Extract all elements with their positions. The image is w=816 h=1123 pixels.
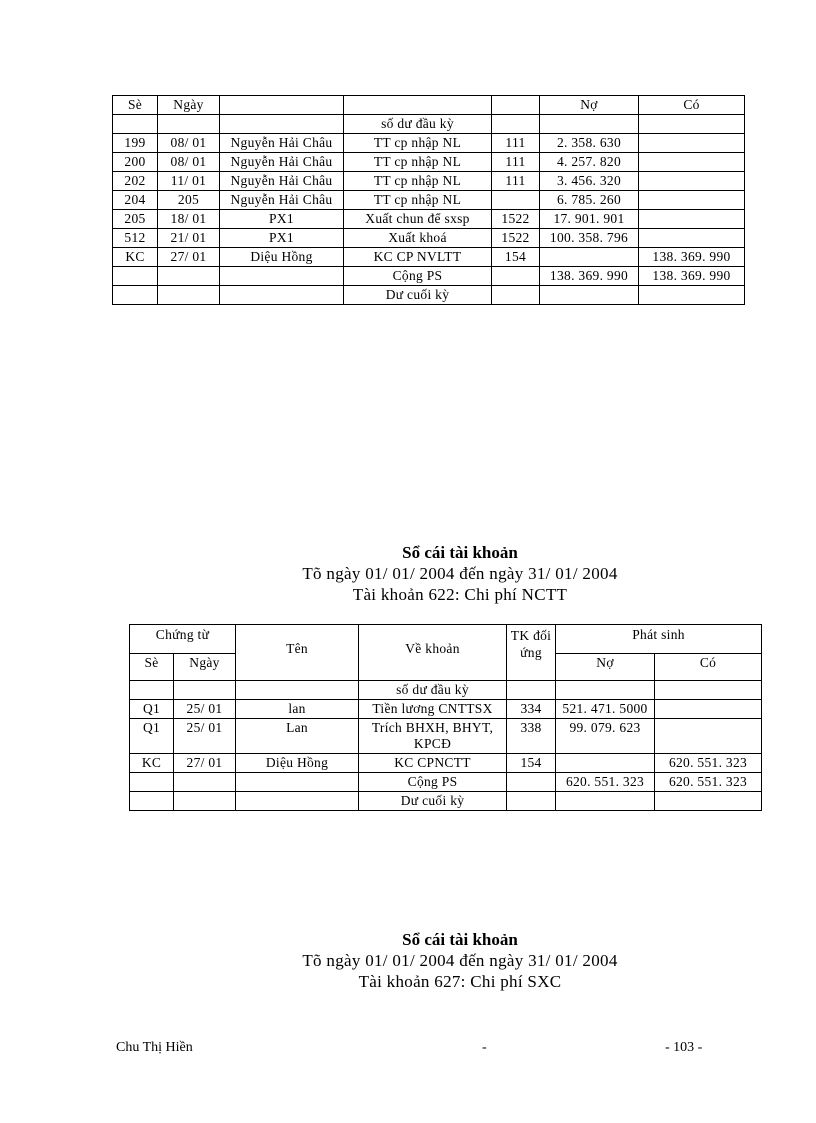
- table-cell: 154: [492, 248, 540, 267]
- section-title: Sổ cái tài khoản: [402, 930, 518, 949]
- table-cell: Trích BHXH, BHYT, KPCĐ: [359, 719, 507, 754]
- header-so: Sè: [130, 654, 174, 681]
- table-row: [113, 248, 745, 267]
- table-cell: 512: [113, 229, 158, 248]
- table-cell: [220, 267, 344, 286]
- table-cell: [113, 267, 158, 286]
- table-row: [130, 700, 762, 719]
- table-row: [113, 229, 745, 248]
- table-cell: 25/ 01: [174, 719, 236, 754]
- table-cell: [220, 115, 344, 134]
- table-cell: số dư đầu kỳ: [359, 681, 507, 700]
- table-cell: 205: [113, 210, 158, 229]
- table-cell: Lan: [236, 719, 359, 754]
- table-cell: [540, 286, 639, 305]
- table-cell: 1522: [492, 210, 540, 229]
- table-header-row: [113, 96, 745, 115]
- page-number: - 103 -: [665, 1040, 703, 1055]
- table-cell: [158, 115, 220, 134]
- table-cell: 111: [492, 172, 540, 191]
- table-row: [130, 773, 762, 792]
- header-cell: Sè: [113, 96, 158, 115]
- table-cell: [236, 773, 359, 792]
- table-cell: Diệu Hồng: [236, 754, 359, 773]
- table-cell: 620. 551. 323: [655, 754, 762, 773]
- table-cell: Dư cuối kỳ: [359, 792, 507, 811]
- table-cell: [113, 115, 158, 134]
- table-cell: [236, 681, 359, 700]
- table-cell: 138. 369. 990: [639, 248, 745, 267]
- table-cell: [639, 229, 745, 248]
- table-cell: [655, 700, 762, 719]
- table-cell: [540, 248, 639, 267]
- table-row: [113, 172, 745, 191]
- table-cell: 521. 471. 5000: [556, 700, 655, 719]
- header-cell: Nợ: [540, 96, 639, 115]
- table-cell: [655, 719, 762, 754]
- table-cell: Nguyễn Hải Châu: [220, 172, 344, 191]
- table-cell: 138. 369. 990: [540, 267, 639, 286]
- table-cell: [492, 115, 540, 134]
- table-cell: [113, 286, 158, 305]
- header-cell: Có: [639, 96, 745, 115]
- table-cell: 11/ 01: [158, 172, 220, 191]
- table-cell: 6. 785. 260: [540, 191, 639, 210]
- table-row: [113, 286, 745, 305]
- table-cell: [639, 286, 745, 305]
- table-cell: [639, 134, 745, 153]
- header-tk-doi-ung: TK đối ứng: [507, 625, 556, 681]
- header-cell: Ngày: [158, 96, 220, 115]
- table-cell: [639, 115, 745, 134]
- table-header-row: [130, 625, 762, 654]
- table-cell: PX1: [220, 229, 344, 248]
- table-cell: 2. 358. 630: [540, 134, 639, 153]
- ledger-table-621: [112, 95, 745, 305]
- table-cell: KC: [130, 754, 174, 773]
- section-title-block: [200, 542, 720, 605]
- table-cell: 3. 456. 320: [540, 172, 639, 191]
- section-title: Sổ cái tài khoản: [402, 543, 518, 562]
- table-row: [130, 681, 762, 700]
- table-cell: [639, 210, 745, 229]
- table-cell: 138. 369. 990: [639, 267, 745, 286]
- table-cell: [556, 754, 655, 773]
- table-cell: Dư cuối kỳ: [344, 286, 492, 305]
- table-cell: 100. 358. 796: [540, 229, 639, 248]
- header-ngay: Ngày: [174, 654, 236, 681]
- table-cell: lan: [236, 700, 359, 719]
- table-cell: 154: [507, 754, 556, 773]
- header-ten: Tên: [236, 625, 359, 681]
- table-cell: 99. 079. 623: [556, 719, 655, 754]
- table-row: [130, 792, 762, 811]
- table-cell: [507, 792, 556, 811]
- table-cell: [556, 792, 655, 811]
- table-cell: 111: [492, 153, 540, 172]
- table-cell: 27/ 01: [174, 754, 236, 773]
- table-cell: Nguyễn Hải Châu: [220, 153, 344, 172]
- header-cell: [344, 96, 492, 115]
- header-chung-tu: Chứng từ: [130, 625, 236, 654]
- table-cell: TT cp nhập NL: [344, 191, 492, 210]
- table-cell: [158, 267, 220, 286]
- table-cell: 200: [113, 153, 158, 172]
- table-row: [113, 153, 745, 172]
- table-cell: Cộng PS: [344, 267, 492, 286]
- table-cell: 620. 551. 323: [655, 773, 762, 792]
- table-cell: [655, 681, 762, 700]
- footer-author: Chu Thị Hiền: [116, 1040, 193, 1055]
- table-cell: TT cp nhập NL: [344, 134, 492, 153]
- table-cell: [655, 792, 762, 811]
- table-cell: 4. 257. 820: [540, 153, 639, 172]
- table-cell: số dư đầu kỳ: [344, 115, 492, 134]
- header-cell: [492, 96, 540, 115]
- table-cell: 21/ 01: [158, 229, 220, 248]
- table-cell: [174, 681, 236, 700]
- table-cell: [130, 792, 174, 811]
- table-cell: [492, 267, 540, 286]
- table-cell: Cộng PS: [359, 773, 507, 792]
- table-row: [113, 210, 745, 229]
- table-cell: [639, 191, 745, 210]
- section-account: Tài khoản 622: Chi phí NCTT: [352, 585, 568, 604]
- table-cell: 25/ 01: [174, 700, 236, 719]
- section-title-block: [200, 929, 720, 992]
- table-cell: [639, 153, 745, 172]
- table-row: [113, 134, 745, 153]
- header-co: Có: [655, 654, 762, 681]
- table-cell: [236, 792, 359, 811]
- table-cell: Q1: [130, 719, 174, 754]
- table-cell: 620. 551. 323: [556, 773, 655, 792]
- table-cell: 204: [113, 191, 158, 210]
- table-cell: 205: [158, 191, 220, 210]
- table-cell: 27/ 01: [158, 248, 220, 267]
- table-cell: [492, 191, 540, 210]
- header-no: Nợ: [556, 654, 655, 681]
- table-cell: [130, 773, 174, 792]
- table-cell: Nguyễn Hải Châu: [220, 191, 344, 210]
- table-row: [113, 267, 745, 286]
- table-cell: [158, 286, 220, 305]
- table-row: [113, 191, 745, 210]
- table-cell: Nguyễn Hải Châu: [220, 134, 344, 153]
- table-cell: Xuất khoá: [344, 229, 492, 248]
- table-cell: KC CP NVLTT: [344, 248, 492, 267]
- table-cell: 18/ 01: [158, 210, 220, 229]
- table-cell: 1522: [492, 229, 540, 248]
- table-cell: [556, 681, 655, 700]
- ledger-table-622: [129, 624, 762, 811]
- table-cell: [639, 172, 745, 191]
- header-ve-khoan: Về khoản: [359, 625, 507, 681]
- table-cell: [540, 115, 639, 134]
- table-cell: Diệu Hồng: [220, 248, 344, 267]
- table-cell: Q1: [130, 700, 174, 719]
- table-cell: 334: [507, 700, 556, 719]
- table-cell: PX1: [220, 210, 344, 229]
- header-cell: [220, 96, 344, 115]
- table-cell: KC CPNCTT: [359, 754, 507, 773]
- section-account: Tài khoản 627: Chi phí SXC: [358, 972, 562, 991]
- table-cell: TT cp nhập NL: [344, 172, 492, 191]
- table-row: [130, 719, 762, 754]
- footer-separator: -: [482, 1040, 487, 1055]
- section-period: Tõ ngày 01/ 01/ 2004 đến ngày 31/ 01/ 2004: [302, 564, 618, 583]
- table-cell: [174, 773, 236, 792]
- table-cell: [507, 681, 556, 700]
- table-cell: [220, 286, 344, 305]
- table-cell: [130, 681, 174, 700]
- header-phat-sinh: Phát sinh: [556, 625, 762, 654]
- table-cell: Xuất chun để sxsp: [344, 210, 492, 229]
- table-cell: 338: [507, 719, 556, 754]
- table-cell: [492, 286, 540, 305]
- table-row: [113, 115, 745, 134]
- table-cell: TT cp nhập NL: [344, 153, 492, 172]
- table-cell: [174, 792, 236, 811]
- table-cell: KC: [113, 248, 158, 267]
- table-cell: 111: [492, 134, 540, 153]
- table-cell: Tiền lương CNTTSX: [359, 700, 507, 719]
- table-cell: 17. 901. 901: [540, 210, 639, 229]
- table-cell: [507, 773, 556, 792]
- table-cell: 08/ 01: [158, 134, 220, 153]
- table-row: [130, 754, 762, 773]
- table-cell: 08/ 01: [158, 153, 220, 172]
- table-cell: 202: [113, 172, 158, 191]
- table-cell: 199: [113, 134, 158, 153]
- section-period: Tõ ngày 01/ 01/ 2004 đến ngày 31/ 01/ 2004: [302, 951, 618, 970]
